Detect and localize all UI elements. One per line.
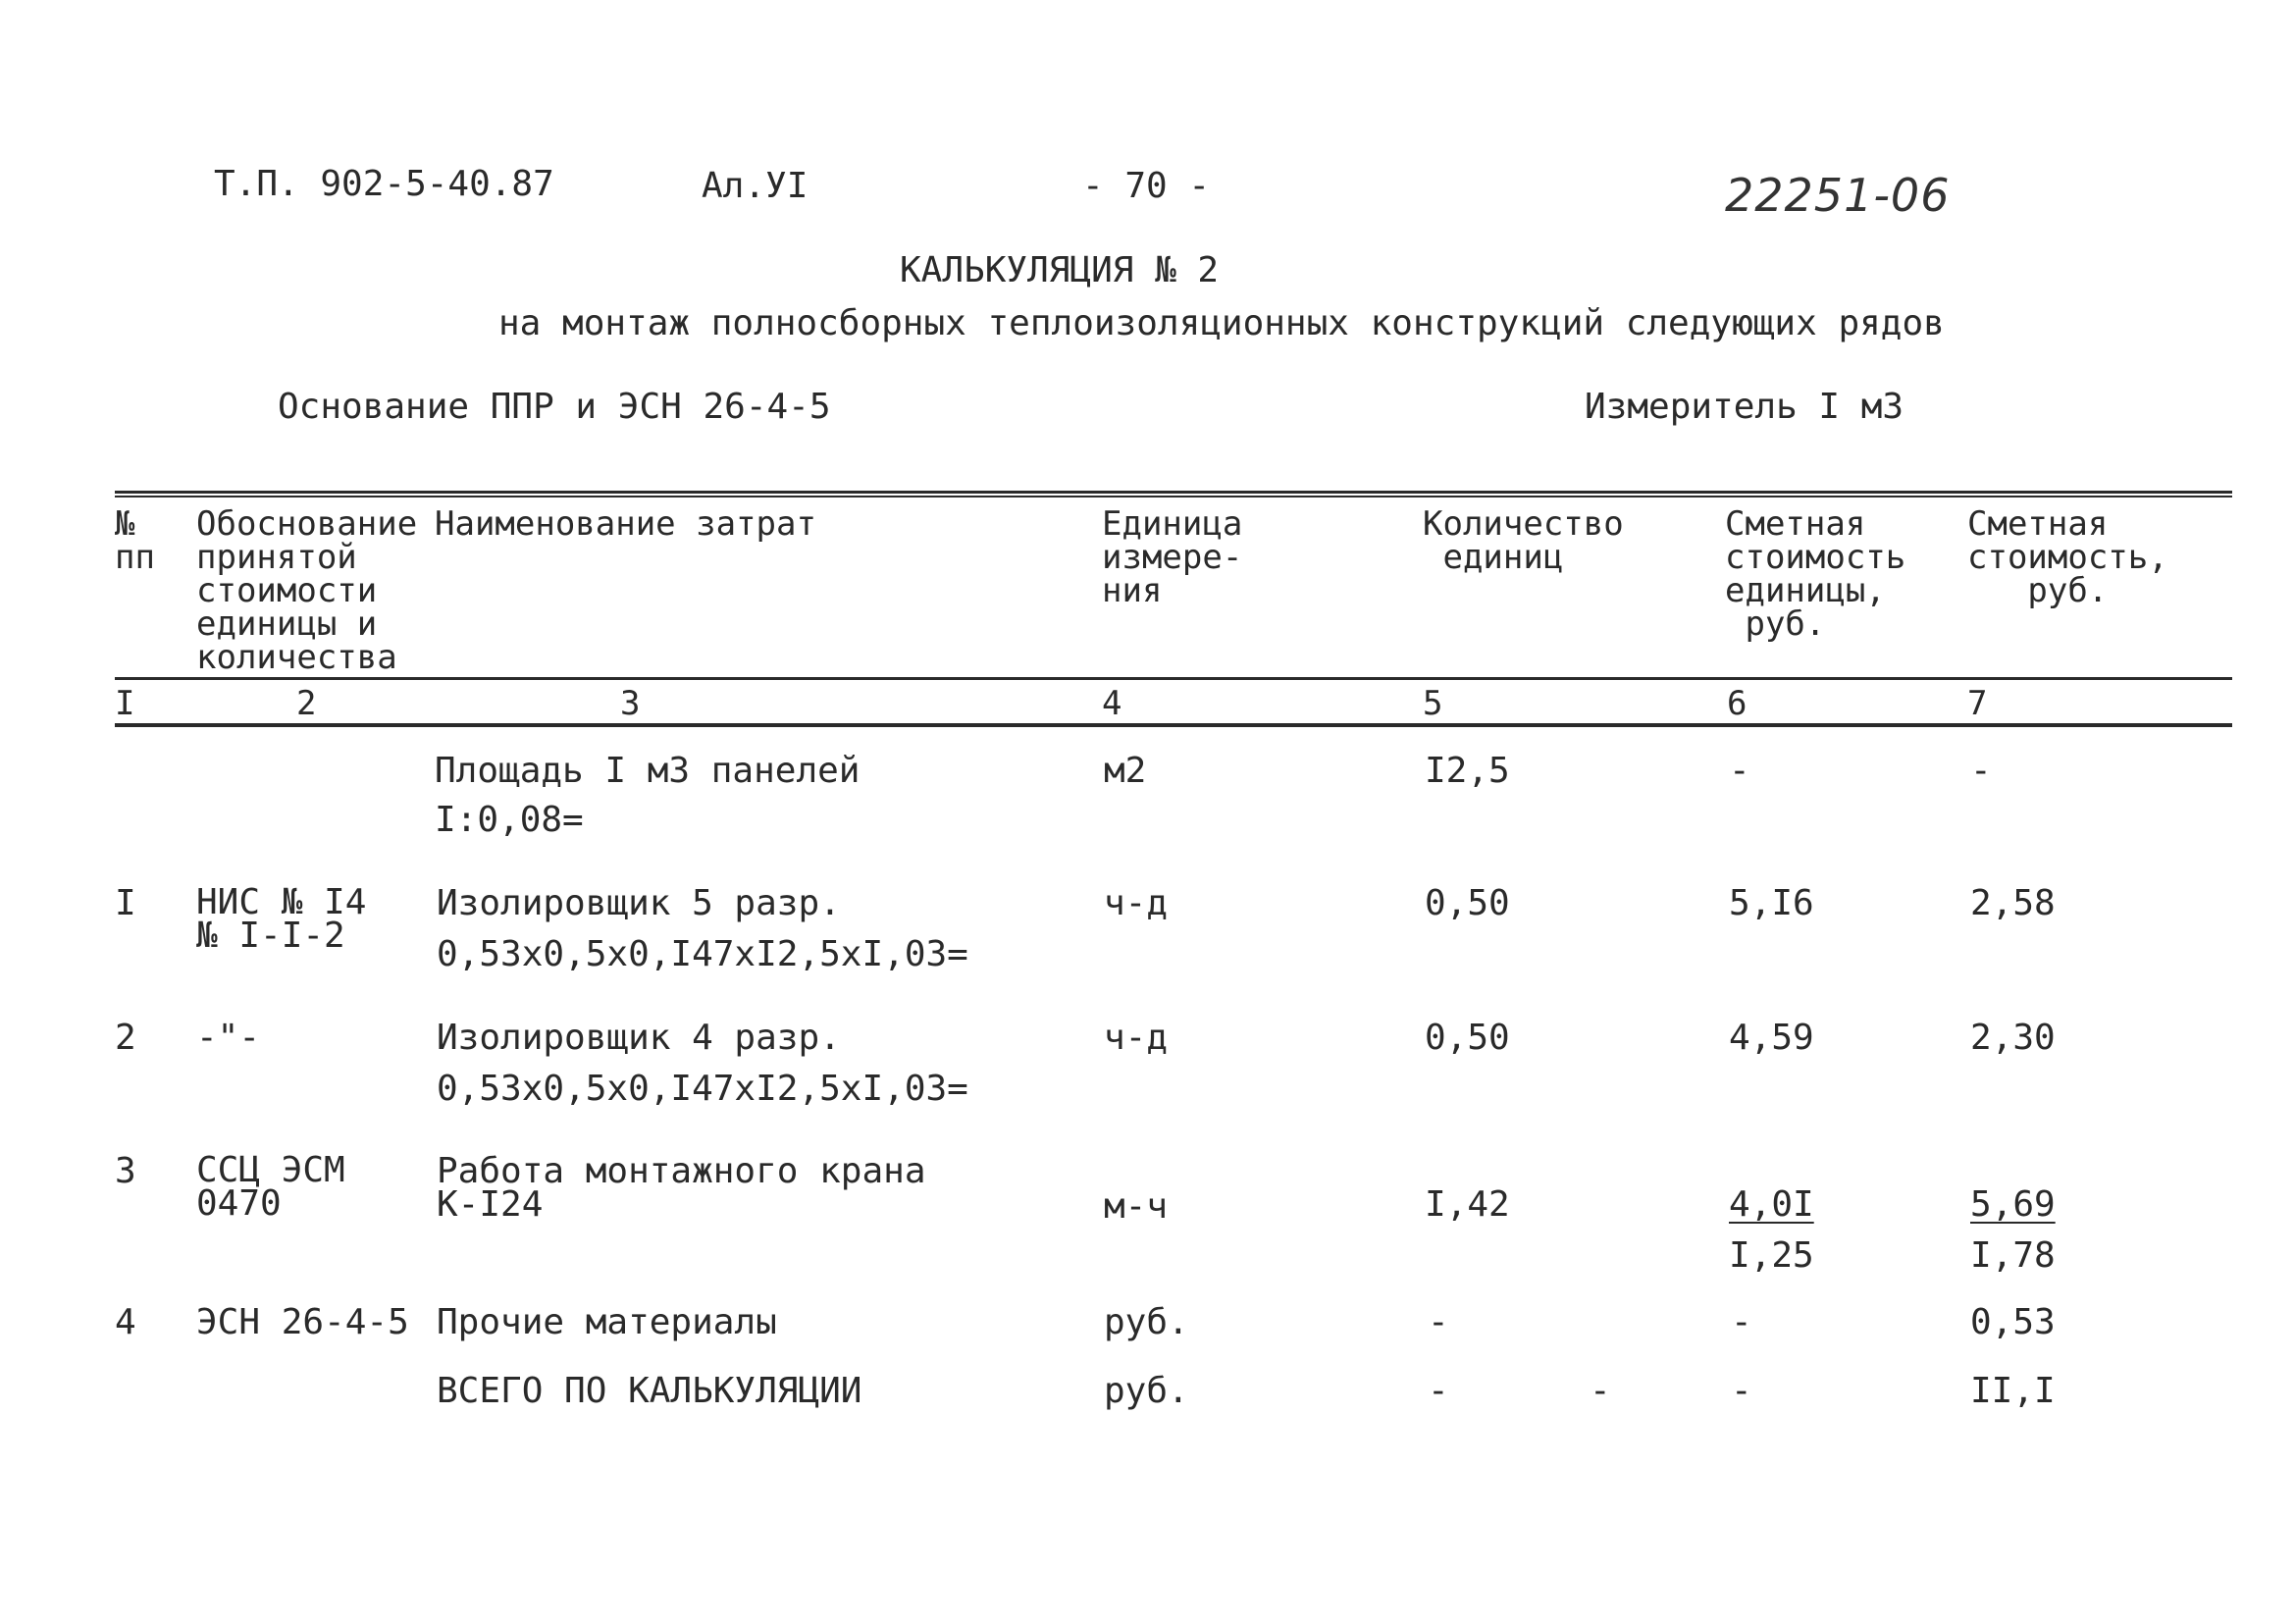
- col-number-3: 3: [620, 684, 641, 723]
- row-quantity: 0,50: [1425, 883, 1510, 923]
- table-top-rule-double: [115, 496, 2232, 498]
- header-col-quantity: Количество единиц: [1423, 504, 1624, 577]
- header-col-name: Наименование затрат: [435, 504, 816, 544]
- row-number: 3: [115, 1151, 136, 1191]
- header-col-unit-cost: Сметная стоимость единицы, руб.: [1725, 504, 1906, 644]
- header-col-basis: Обоснование принятой стоимости единицы и количества: [196, 504, 418, 677]
- row-basis: ЭСН 26-4-5: [196, 1302, 409, 1342]
- row-name-line2: К-I24: [437, 1184, 544, 1225]
- sheet-number: Ал.УI: [702, 166, 808, 206]
- row-unit: м-ч: [1104, 1186, 1169, 1227]
- row-total: 2,30: [1970, 1018, 2056, 1058]
- col-number-2: 2: [296, 684, 317, 723]
- row-unit: м2: [1104, 751, 1147, 791]
- row-unit: ч-д: [1104, 883, 1169, 923]
- project-number: Т.П. 902-5-40.87: [214, 164, 554, 204]
- header-bottom-rule: [115, 677, 2232, 680]
- table-top-rule: [115, 491, 2232, 494]
- row-unit: руб.: [1104, 1302, 1189, 1342]
- handwritten-stamp-number: 22251-06: [1725, 169, 1951, 222]
- row-basis: -"-: [196, 1018, 261, 1058]
- header-col-number: № пп: [115, 504, 155, 577]
- unit-label: Измеритель I м3: [1585, 387, 1904, 427]
- row-total-secondary: I,78: [1970, 1235, 2056, 1276]
- col-number-5: 5: [1423, 684, 1443, 723]
- row-basis: ССЦ ЭСМ 0470: [196, 1150, 345, 1224]
- row-total: 2,58: [1970, 883, 2056, 923]
- row-number: 2: [115, 1018, 136, 1058]
- row-quantity-extra: -: [1590, 1371, 1611, 1411]
- row-name-line1: Изолировщик 4 разр.: [437, 1018, 841, 1058]
- row-unit-cost: 4,0I: [1729, 1184, 1814, 1225]
- row-total: II,I: [1970, 1371, 2056, 1411]
- row-quantity: I,42: [1425, 1184, 1510, 1225]
- row-quantity: I2,5: [1425, 751, 1510, 791]
- row-unit-cost: 4,59: [1729, 1018, 1814, 1058]
- row-basis: НИС № I4 № I-I-2: [196, 882, 367, 956]
- basis-label: Основание ППР и ЭСН 26-4-5: [278, 387, 831, 427]
- row-quantity: -: [1428, 1302, 1449, 1342]
- row-total: -: [1970, 751, 1992, 791]
- page-number: - 70 -: [1082, 166, 1211, 206]
- row-unit-cost: -: [1729, 751, 1750, 791]
- row-name-line1: Работа монтажного крана: [437, 1151, 926, 1191]
- total-label: ВСЕГО ПО КАЛЬКУЛЯЦИИ: [437, 1371, 862, 1411]
- row-quantity: -: [1428, 1371, 1449, 1411]
- row-unit: ч-д: [1104, 1018, 1169, 1058]
- row-name-line1: Изолировщик 5 разр.: [437, 883, 841, 923]
- row-total: 0,53: [1970, 1302, 2056, 1342]
- row-unit-cost: 5,I6: [1729, 883, 1814, 923]
- col-number-1: I: [115, 684, 135, 723]
- header-col-unit: Единица измере- ния: [1102, 504, 1243, 610]
- header-col-total-cost: Сметная стоимость, руб.: [1967, 504, 2168, 610]
- row-name-line2: 0,53х0,5х0,I47хI2,5хI,03=: [437, 1069, 968, 1109]
- row-unit-cost: -: [1731, 1302, 1752, 1342]
- row-name-line2: 0,53х0,5х0,I47хI2,5хI,03=: [437, 934, 968, 974]
- column-numbers-rule: [115, 723, 2232, 727]
- row-number: I: [115, 883, 136, 923]
- row-quantity: 0,50: [1425, 1018, 1510, 1058]
- row-total: 5,69: [1970, 1184, 2056, 1225]
- row-name-line1: Прочие материалы: [437, 1302, 777, 1342]
- row-number: 4: [115, 1302, 136, 1342]
- col-number-7: 7: [1967, 684, 1988, 723]
- col-number-4: 4: [1102, 684, 1122, 723]
- row-name-line1: Площадь I м3 панелей: [435, 751, 861, 791]
- col-number-6: 6: [1727, 684, 1747, 723]
- document-subtitle: на монтаж полносборных теплоизоляционных конструкций следующих рядов: [498, 303, 1945, 343]
- row-unit-cost: -: [1731, 1371, 1752, 1411]
- row-name-line2: I:0,08=: [435, 800, 584, 840]
- row-unit-cost-secondary: I,25: [1729, 1235, 1814, 1276]
- document-title: КАЛЬКУЛЯЦИЯ № 2: [900, 250, 1220, 290]
- row-unit: руб.: [1104, 1371, 1189, 1411]
